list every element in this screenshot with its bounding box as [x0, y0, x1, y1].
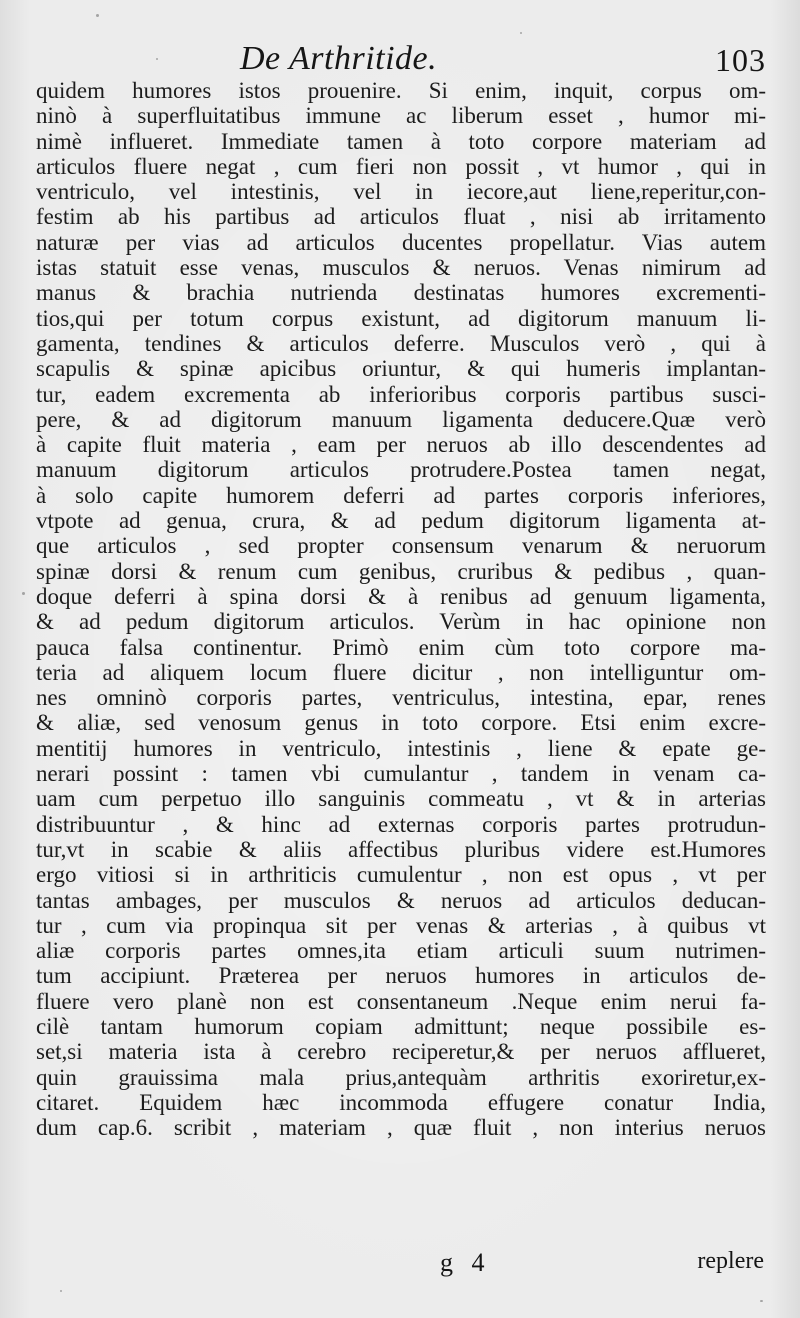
text-line: à capite fluit materia , eam per neruos ab illo descendentes ad	[36, 432, 766, 458]
text-line: ninò à superfluitatibus immune ac liberum esset , humor mi-	[36, 103, 766, 129]
page-footer	[0, 1248, 800, 1288]
text-line: à solo capite humorem deferri ad partes corporis inferiores,	[36, 482, 766, 508]
text-line: vtpote ad genua, crura, & ad pedum digitorum ligamenta at-	[36, 508, 766, 534]
text-line: tur , cum via propinqua sit per venas & arterias , à quibus vt	[36, 912, 766, 938]
text-line: doque deferri à spina dorsi & à renibus ad genuum ligamenta,	[36, 583, 766, 609]
text-line: quidem humores istos prouenire. Si enim, inquit, corpus om-	[36, 78, 766, 103]
text-line: pauca falsa continentur. Primò enim cùm toto corpore ma-	[36, 634, 766, 660]
text-line: set,si materia ista à cerebro reciperetur,& per neruos afflueret,	[36, 1039, 766, 1065]
text-line: quin grauissima mala prius,antequàm arthritis exoriretur,ex-	[36, 1064, 766, 1090]
paper-speck	[520, 32, 522, 34]
text-line: tantas ambages, per musculos & neruos ad articulos deducan-	[36, 887, 766, 913]
text-line: nimè influeret. Immediate tamen à toto corpore materiam ad	[36, 128, 766, 154]
text-line: nerari possint : tamen vbi cumulantur , tandem in venam ca-	[36, 761, 766, 787]
text-line: istas statuit esse venas, musculos & neruos. Venas nimirum ad	[36, 255, 766, 281]
text-line: distribuuntur , & hinc ad externas corporis partes protrudun-	[36, 811, 766, 837]
text-line: festim ab his partibus ad articulos fluat , nisi ab irritamento	[36, 204, 766, 230]
text-line: fluere vero planè non est consentaneum .Neque enim nerui fa-	[36, 988, 766, 1014]
text-line: & aliæ, sed venosum genus in toto corpore. Etsi enim excre-	[36, 710, 766, 736]
text-line: teria ad aliquem locum fluere dicitur , non intelliguntur om-	[36, 659, 766, 685]
text-line: tios,qui per totum corpus existunt, ad digitorum manuum li-	[36, 305, 766, 331]
text-line: manuum digitorum articulos protrudere.Postea tamen negat,	[36, 457, 766, 483]
text-line: gamenta, tendines & articulos deferre. Musculos verò , qui à	[36, 330, 766, 356]
text-line: que articulos , sed propter consensum venarum & neruorum	[36, 533, 766, 559]
text-line: pere, & ad digitorum manuum ligamenta deducere.Quæ verò	[36, 406, 766, 432]
running-title: De Arthritide.	[240, 40, 438, 77]
text-line: dum cap.6. scribit , materiam , quæ fluit , non interius neruos	[36, 1115, 766, 1141]
signature-mark: g 4	[440, 1248, 491, 1277]
paper-speck	[96, 14, 99, 17]
paper-speck	[156, 58, 158, 60]
text-line: tur,vt in scabie & aliis affectibus pluribus videre est.Humores	[36, 836, 766, 862]
text-line: mentitij humores in ventriculo, intestinis , liene & epate ge-	[36, 735, 766, 761]
text-line: cilè tantam humorum copiam admittunt; neque possibile es-	[36, 1013, 766, 1039]
text-line: & ad pedum digitorum articulos. Verùm in hac opinione non	[36, 609, 766, 635]
catchword: replere	[697, 1248, 764, 1274]
paper-speck	[760, 1300, 763, 1302]
text-line: citaret. Equidem hæc incommoda effugere conatur India,	[36, 1089, 766, 1115]
text-line: articulos fluere negat , cum fieri non possit , vt humor , qui in	[36, 153, 766, 179]
text-line: tur, eadem excrementa ab inferioribus corporis partibus susci-	[36, 381, 766, 407]
text-line: aliæ corporis partes omnes,ita etiam articuli suum nutrimen-	[36, 938, 766, 964]
body-text	[36, 78, 766, 1140]
text-line: nes omninò corporis partes, ventriculus, intestina, epar, renes	[36, 685, 766, 711]
text-line: ventriculo, vel intestinis, vel in iecore,aut liene,reperitur,con-	[36, 179, 766, 205]
paper-speck	[60, 1290, 62, 1292]
paper-speck	[22, 592, 25, 595]
text-line: ergo vitiosi si in arthriticis cumulentur , non est opus , vt per	[36, 862, 766, 888]
text-line: scapulis & spinæ apicibus oriuntur, & qui humeris implantan-	[36, 356, 766, 382]
page-number: 103	[715, 42, 766, 78]
text-line: naturæ per vias ad articulos ducentes propellatur. Vias autem	[36, 229, 766, 255]
text-line: tum accipiunt. Præterea per neruos humores in articulos de-	[36, 963, 766, 989]
text-line: spinæ dorsi & renum cum genibus, cruribus & pedibus , quan-	[36, 558, 766, 584]
text-line: manus & brachia nutrienda destinatas humores excrementi-	[36, 280, 766, 306]
text-line: uam cum perpetuo illo sanguinis commeatu , vt & in arterias	[36, 786, 766, 812]
